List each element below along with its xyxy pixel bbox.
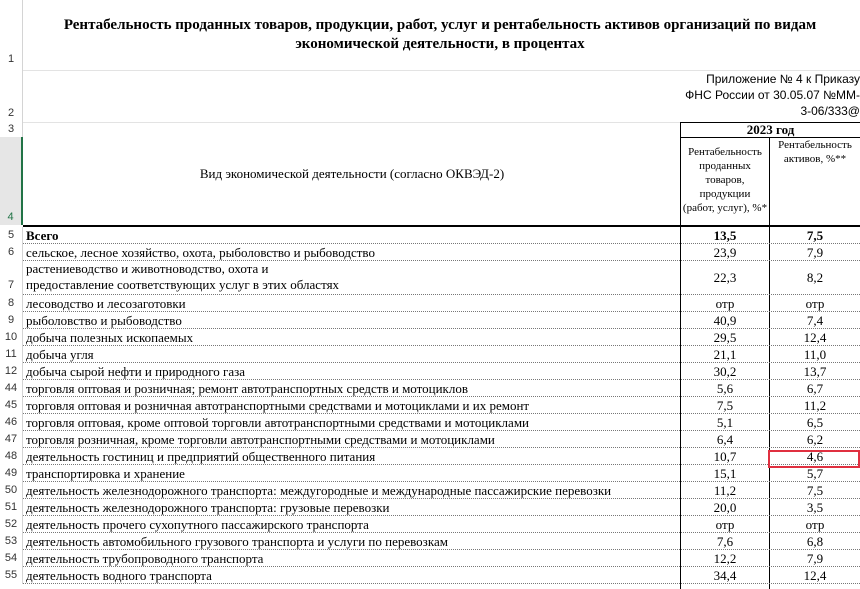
row-header[interactable]: 5 [0,227,23,244]
assets-profitability-value[interactable]: 3,5 [806,500,824,515]
sales-profitability-value[interactable]: 40,9 [713,313,737,328]
row-header[interactable]: 50 [0,482,23,499]
activity-name-cell[interactable]: деятельность железнодорожного транспорта: междугородные и международные пассажирские перевозки [26,483,612,498]
activity-name-cell[interactable]: деятельность прочего сухопутного пассажирского транспорта [26,517,369,532]
note-line: 3-06/333@ [800,104,860,118]
assets-profitability-value[interactable]: 7,4 [806,313,824,328]
sales-profitability-value[interactable]: 5,1 [716,415,734,430]
activity-name-cell[interactable]: деятельность гостиниц и предприятий общественного питания [26,449,376,464]
row-header[interactable]: 1 [0,0,23,70]
activity-name-cell[interactable]: добыча угля [26,347,94,362]
sales-profitability-value[interactable]: 13,5 [713,228,737,243]
row-header[interactable]: 7 [0,261,23,295]
header-text: активов, %** [783,153,847,165]
selected-cell[interactable] [768,450,860,468]
row-header[interactable]: 46 [0,414,23,431]
sales-profitability-value[interactable]: 7,5 [716,398,734,413]
row-header[interactable]: 52 [0,516,23,533]
sales-profitability-value[interactable]: отр [715,296,735,311]
appendix-note [680,71,860,119]
sales-profitability-value[interactable]: 30,2 [713,364,737,379]
activity-name-cell[interactable]: сельское, лесное хозяйство, охота, рыболовство и рыбоводство [26,245,375,260]
activity-name-cell[interactable]: добыча сырой нефти и природного газа [26,364,246,379]
activity-header[interactable]: Вид экономической деятельности (согласно ОКВЭД-2) [199,166,505,181]
row-header[interactable]: 54 [0,550,23,567]
sales-profitability-value[interactable]: 12,2 [713,551,737,566]
activity-name-cell[interactable]: деятельность автомобильного грузового транспорта и услуги по перевозкам [26,534,448,549]
sales-profitability-value[interactable]: 11,2 [713,483,737,498]
sales-profitability-value[interactable]: 23,9 [713,245,737,260]
row-header[interactable]: 12 [0,363,23,380]
row-header[interactable]: 53 [0,533,23,550]
activity-name-cell[interactable]: лесоводство и лесозаготовки [26,296,186,311]
assets-profitability-value[interactable]: отр [805,296,825,311]
assets-profitability-value[interactable]: 7,5 [806,228,824,243]
assets-profitability-value[interactable]: 8,2 [806,270,824,285]
assets-profitability-value[interactable]: 5,7 [806,466,824,481]
assets-profitability-header[interactable] [770,138,860,166]
row-header[interactable]: 8 [0,295,23,312]
assets-profitability-value[interactable]: отр [805,517,825,532]
header-text: Рентабельность [778,139,852,151]
title-line: экономической деятельности, в процентах [295,36,585,52]
assets-profitability-value[interactable]: 12,4 [803,568,827,583]
assets-profitability-value[interactable]: 7,9 [806,551,824,566]
assets-profitability-value[interactable]: 6,5 [806,415,824,430]
assets-profitability-value[interactable]: 4,6 [806,449,824,464]
row-header[interactable]: 48 [0,448,23,465]
assets-profitability-value[interactable]: 7,9 [806,245,824,260]
sales-profitability-value[interactable]: 15,1 [713,466,737,481]
activity-name-cell[interactable] [26,261,678,295]
activity-name-cell[interactable]: деятельность железнодорожного транспорта: грузовые перевозки [26,500,390,515]
grid-line [23,70,860,71]
page-title [24,16,856,54]
sales-profitability-value[interactable]: 22,3 [713,270,737,285]
activity-name-cell[interactable]: деятельность водного транспорта [26,568,212,583]
year-header[interactable]: 2023 год [746,122,795,137]
activity-name-cell[interactable]: Всего [26,228,59,243]
note-line: Приложение № 4 к Приказу [706,72,860,86]
row-header[interactable]: 2 [0,70,23,122]
row-header[interactable]: 11 [0,346,23,363]
activity-name-cell[interactable]: торговля оптовая и розничная; ремонт автотранспортных средств и мотоциклов [26,381,468,396]
sales-profitability-value[interactable]: 5,6 [716,381,734,396]
assets-profitability-value[interactable]: 12,4 [803,330,827,345]
sales-profitability-value[interactable]: отр [715,517,735,532]
row-header[interactable]: 10 [0,329,23,346]
row-header[interactable]: 55 [0,567,23,584]
activity-name-cell[interactable]: транспортировка и хранение [26,466,185,481]
row-header[interactable]: 45 [0,397,23,414]
assets-profitability-value[interactable]: 11,2 [803,398,827,413]
row-header[interactable]: 51 [0,499,23,516]
sales-profitability-value[interactable]: 6,4 [716,432,734,447]
activity-name-line: предоставление соответствующих услуг в этих областях [26,277,340,292]
activity-name-line: растениеводство и животноводство, охота и [26,261,269,276]
activity-name-cell[interactable]: торговля оптовая, кроме оптовой торговли автотранспортными средствами и мотоциклами [26,415,530,430]
title-line: Рентабельность проданных товаров, продукции, работ, услуг и рентабельность активов организаций по видам [63,17,817,33]
row-header[interactable]: 47 [0,431,23,448]
sales-profitability-value[interactable]: 10,7 [713,449,737,464]
activity-name-cell[interactable]: торговля оптовая и розничная автотранспортными средствами и мотоциклами и их ремонт [26,398,530,413]
sales-profitability-value[interactable]: 29,5 [713,330,737,345]
row-header-selected[interactable]: 4 [0,137,23,225]
row-header[interactable]: 9 [0,312,23,329]
assets-profitability-value[interactable]: 6,2 [806,432,824,447]
activity-name-cell[interactable]: торговля розничная, кроме торговли автотранспортными средствами и мотоциклами [26,432,495,447]
assets-profitability-value[interactable]: 13,7 [803,364,827,379]
row-header[interactable]: 44 [0,380,23,397]
activity-name-cell[interactable]: деятельность трубопроводного транспорта [26,551,264,566]
activity-name-cell[interactable]: рыболовство и рыбоводство [26,313,182,328]
sales-profitability-value[interactable]: 21,1 [713,347,737,362]
sales-profitability-value[interactable]: 34,4 [713,568,737,583]
note-line: ФНС России от 30.05.07 №ММ- [685,88,860,102]
assets-profitability-value[interactable]: 11,0 [803,347,827,362]
header-text: (работ, услуг), %* [682,202,768,214]
row-header[interactable]: 3 [0,122,23,137]
sales-profitability-value[interactable]: 7,6 [716,534,734,549]
sales-profitability-value[interactable]: 20,0 [713,500,737,515]
header-text: товаров, [705,174,745,186]
header-text: продукции [699,188,751,200]
sales-profitability-header[interactable] [681,145,769,215]
assets-profitability-value[interactable]: 6,7 [806,381,824,396]
row-header[interactable]: 49 [0,465,23,482]
assets-profitability-value[interactable]: 6,8 [806,534,824,549]
header-text: Рентабельность [688,146,762,158]
row-separator [23,583,860,584]
row-header[interactable]: 6 [0,244,23,261]
assets-profitability-value[interactable]: 7,5 [806,483,824,498]
activity-name-cell[interactable]: добыча полезных ископаемых [26,330,194,345]
header-text: проданных [699,160,751,172]
